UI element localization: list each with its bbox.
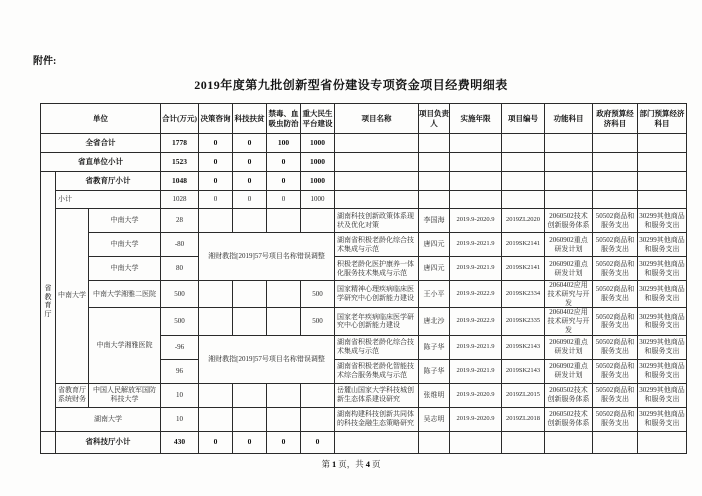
empty-cell: [267, 209, 301, 233]
dept-budget-subject: 30299其他商品和服务支出: [638, 308, 687, 335]
gov-budget-subject: 50502商品和服务支出: [593, 359, 638, 383]
page-title: 2019年度第九批创新型省份建设专项资金项目经费明细表: [194, 78, 508, 92]
project-name: 岳麓山国家大学科技城创新生态体系建设研究: [335, 383, 419, 407]
col-header-drug: 禁毒、血吸虫防治: [267, 104, 301, 134]
empty-cell: [233, 209, 267, 233]
empty-cell: [502, 172, 545, 191]
function-subject: 2060902重点研发计划: [545, 233, 593, 257]
advisory-value: 0: [199, 172, 233, 191]
project-name: 国家精神心理疾病临床医学研究中心创新能力建设: [335, 281, 419, 308]
project-code: 2019SK2141: [502, 233, 545, 257]
project-name: 湖南科技创新政策体系现状及优化对策: [335, 209, 419, 233]
empty-cell: [301, 383, 335, 407]
drug-value: 100: [267, 134, 301, 153]
total-value: -96: [161, 335, 199, 359]
gov-budget-subject: 50502商品和服务支出: [593, 209, 638, 233]
col-header-gov-budget: 政府预算经济科目: [593, 104, 638, 134]
row-label: 省教育厅小计: [56, 172, 161, 191]
empty-cell: [502, 134, 545, 153]
project-name: 湖南省积极老龄化综合技术集成与示范: [335, 233, 419, 257]
col-header-project: 项目名称: [335, 104, 419, 134]
drug-value: 0: [267, 431, 301, 453]
platform-value: 0: [301, 431, 335, 453]
project-period: 2019.9-2020.9: [450, 209, 502, 233]
empty-cell: [267, 281, 301, 308]
gov-budget-subject: 50502商品和服务支出: [593, 308, 638, 335]
empty-cell: [233, 281, 267, 308]
drug-value: 0: [267, 153, 301, 172]
gov-budget-subject: 50502商品和服务支出: [593, 257, 638, 281]
dept-budget-subject: 30299其他商品和服务支出: [638, 383, 687, 407]
table-row: [41, 191, 687, 209]
gov-budget-subject: 50502商品和服务支出: [593, 281, 638, 308]
gov-budget-subject: 50502商品和服务支出: [593, 407, 638, 431]
project-leader: 陈子华: [419, 335, 450, 359]
budget-detail-table: [40, 103, 687, 454]
total-value: 10: [161, 383, 199, 407]
dept-budget-subject: 30299其他商品和服务支出: [638, 233, 687, 257]
empty-cell: [638, 431, 687, 453]
project-code: 2019SK2141: [502, 257, 545, 281]
table-row: [41, 257, 687, 281]
footer-text: 页，共: [338, 459, 364, 469]
project-period: 2019.9-2020.9: [450, 383, 502, 407]
platform-value: 500: [301, 308, 335, 335]
project-leader: 李国海: [419, 209, 450, 233]
function-subject: 2060902重点研发计划: [545, 359, 593, 383]
empty-cell: [502, 191, 545, 209]
group-label-education-dept: 省教育厅: [41, 172, 56, 432]
function-subject: 2060502技术创新服务体系: [545, 209, 593, 233]
empty-cell: [545, 431, 593, 453]
empty-cell: [545, 172, 593, 191]
col-header-dept-budget: 部门预算经济科目: [638, 104, 687, 134]
empty-cell: [199, 209, 233, 233]
empty-cell: [199, 308, 233, 335]
sub-group-label: 省教育厅系统财务: [56, 383, 89, 407]
empty-cell: [638, 134, 687, 153]
empty-cell: [267, 308, 301, 335]
empty-cell: [233, 383, 267, 407]
dept-budget-subject: 30299其他商品和服务支出: [638, 209, 687, 233]
dept-budget-subject: 30299其他商品和服务支出: [638, 407, 687, 431]
col-header-code: 项目编号: [502, 104, 545, 134]
project-leader: 唐北沙: [419, 308, 450, 335]
project-period: 2019.9-2022.9: [450, 308, 502, 335]
empty-cell: [41, 431, 56, 453]
poverty-value: 0: [233, 153, 267, 172]
gov-budget-subject: 50502商品和服务支出: [593, 233, 638, 257]
dept-budget-subject: 30299其他商品和服务支出: [638, 281, 687, 308]
project-name: 湖南构建科技创新共同体的科技金融生态策略研究: [335, 407, 419, 431]
project-period: 2019.9-2022.9: [450, 281, 502, 308]
total-value: 500: [161, 281, 199, 308]
empty-cell: [593, 431, 638, 453]
poverty-value: 0: [233, 134, 267, 153]
col-header-leader: 项目负责人: [419, 104, 450, 134]
empty-cell: [335, 431, 419, 453]
unit-name: 湖南大学: [56, 407, 161, 431]
empty-cell: [335, 153, 419, 172]
col-header-unit: 单位: [41, 104, 161, 134]
project-code: 2019SK2335: [502, 308, 545, 335]
empty-cell: [419, 134, 450, 153]
total-value: 96: [161, 359, 199, 383]
empty-cell: [419, 191, 450, 209]
function-subject: 2060502技术创新服务体系: [545, 407, 593, 431]
unit-name: 中南大学: [89, 233, 161, 257]
gov-budget-subject: 50502商品和服务支出: [593, 383, 638, 407]
footer-text: 页: [372, 459, 381, 469]
col-header-function: 功能科目: [545, 104, 593, 134]
project-leader: 唐四元: [419, 257, 450, 281]
total-value: 1028: [161, 191, 199, 209]
project-leader: 唐四元: [419, 233, 450, 257]
empty-cell: [233, 407, 267, 431]
table-row: [41, 233, 687, 257]
total-value: 430: [161, 431, 199, 453]
unit-name: 中南大学: [89, 209, 161, 233]
function-subject: 2060402应用技术研究与开发: [545, 281, 593, 308]
platform-value: 500: [301, 281, 335, 308]
empty-cell: [419, 172, 450, 191]
row-label: 省科技厅小计: [56, 431, 161, 453]
col-header-total: 合计(万元): [161, 104, 199, 134]
empty-cell: [545, 191, 593, 209]
project-period: 2019.9-2021.9: [450, 335, 502, 359]
project-code: 2019ZL2015: [502, 383, 545, 407]
project-code: 2019ZL2020: [502, 209, 545, 233]
empty-cell: [233, 308, 267, 335]
advisory-value: 0: [199, 134, 233, 153]
empty-cell: [199, 281, 233, 308]
empty-cell: [301, 407, 335, 431]
advisory-value: 0: [199, 191, 233, 209]
empty-cell: [638, 191, 687, 209]
footer-total-pages: 4: [365, 459, 370, 469]
function-subject: 2060902重点研发计划: [545, 335, 593, 359]
project-period: 2019.9-2021.9: [450, 257, 502, 281]
empty-cell: [450, 431, 502, 453]
empty-cell: [335, 134, 419, 153]
empty-cell: [199, 383, 233, 407]
empty-cell: [593, 172, 638, 191]
empty-cell: [267, 407, 301, 431]
empty-cell: [545, 134, 593, 153]
table-row: [41, 431, 687, 453]
poverty-value: 0: [233, 431, 267, 453]
col-header-advisory: 决策咨询: [199, 104, 233, 134]
attachment-label: 附件:: [33, 56, 57, 67]
dept-budget-subject: 30299其他商品和服务支出: [638, 257, 687, 281]
empty-cell: [593, 153, 638, 172]
project-period: 2019.9-2021.9: [450, 359, 502, 383]
row-label: 全省合计: [41, 134, 161, 153]
platform-value: 1000: [301, 191, 335, 209]
empty-cell: [502, 431, 545, 453]
empty-cell: [450, 191, 502, 209]
drug-value: 0: [267, 172, 301, 191]
unit-name: 中南大学湘雅医院: [89, 308, 161, 383]
table-row: [41, 153, 687, 172]
project-period: 2019.9-2020.9: [450, 407, 502, 431]
empty-cell: [335, 191, 419, 209]
empty-cell: [335, 172, 419, 191]
empty-cell: [450, 153, 502, 172]
empty-cell: [638, 172, 687, 191]
unit-name: 中国人民解放军国防科技大学: [89, 383, 161, 407]
table-row: [41, 383, 687, 407]
page-footer: [0, 458, 702, 470]
unit-name: 中南大学: [89, 257, 161, 281]
dept-budget-subject: 30299其他商品和服务支出: [638, 335, 687, 359]
gov-budget-subject: 50502商品和服务支出: [593, 335, 638, 359]
empty-cell: [267, 383, 301, 407]
table-row: [41, 308, 687, 335]
project-leader: 张维明: [419, 383, 450, 407]
empty-cell: [199, 407, 233, 431]
project-name: 国家老年疾病临床医学研究中心创新能力建设: [335, 308, 419, 335]
poverty-value: 0: [233, 191, 267, 209]
total-value: 1523: [161, 153, 199, 172]
dept-budget-subject: 30299其他商品和服务支出: [638, 359, 687, 383]
table-row: [41, 172, 687, 191]
footer-text: 第: [321, 459, 330, 469]
project-name: 湖南省积极老龄化智能技术综合服务集成与示范: [335, 359, 419, 383]
empty-cell: [301, 209, 335, 233]
empty-cell: [502, 153, 545, 172]
project-code: 2019SK2143: [502, 359, 545, 383]
poverty-value: 0: [233, 172, 267, 191]
total-value: 80: [161, 257, 199, 281]
col-header-period: 实施年限: [450, 104, 502, 134]
empty-cell: [450, 172, 502, 191]
table-row: [41, 134, 687, 153]
project-name: 积极老龄化医护康养一体化服务技术集成与示范: [335, 257, 419, 281]
table-row: [41, 407, 687, 431]
platform-value: 1000: [301, 172, 335, 191]
function-subject: 2060902重点研发计划: [545, 257, 593, 281]
drug-value: 0: [267, 191, 301, 209]
total-value: -80: [161, 233, 199, 257]
platform-value: 1000: [301, 153, 335, 172]
project-code: 2019SK2143: [502, 335, 545, 359]
project-name: 湖南省积极老龄化综合技术集成与示范: [335, 335, 419, 359]
adjustment-note: 湘财教指[2019]57号项目名称错误调整: [199, 335, 335, 383]
project-leader: 王小平: [419, 281, 450, 308]
row-label: 省直单位小计: [41, 153, 161, 172]
total-value: 500: [161, 308, 199, 335]
empty-cell: [638, 153, 687, 172]
total-value: 28: [161, 209, 199, 233]
project-leader: 吴志明: [419, 407, 450, 431]
col-header-platform: 重大民生平台建设: [301, 104, 335, 134]
function-subject: 2060402应用技术研究与开发: [545, 308, 593, 335]
row-label: 小计: [56, 191, 161, 209]
empty-cell: [593, 134, 638, 153]
total-value: 1048: [161, 172, 199, 191]
table-header-row: [41, 104, 687, 134]
advisory-value: 0: [199, 431, 233, 453]
empty-cell: [419, 153, 450, 172]
table-row: [41, 281, 687, 308]
function-subject: 2060502技术创新服务体系: [545, 383, 593, 407]
project-code: 2019ZL2018: [502, 407, 545, 431]
empty-cell: [545, 153, 593, 172]
total-value: 10: [161, 407, 199, 431]
unit-name: 中南大学湘雅二医院: [89, 281, 161, 308]
project-period: 2019.9-2021.9: [450, 233, 502, 257]
group-label-csu: 中南大学: [56, 209, 89, 384]
project-leader: 陈子华: [419, 359, 450, 383]
advisory-value: 0: [199, 153, 233, 172]
adjustment-note: 湘财教指[2019]57号项目名称错误调整: [199, 233, 335, 281]
table-row: [41, 209, 687, 233]
total-value: 1778: [161, 134, 199, 153]
empty-cell: [450, 134, 502, 153]
footer-page-number: 1: [331, 459, 337, 469]
project-code: 2019SK2334: [502, 281, 545, 308]
col-header-poverty: 科技扶贫: [233, 104, 267, 134]
empty-cell: [593, 191, 638, 209]
platform-value: 1000: [301, 134, 335, 153]
empty-cell: [419, 431, 450, 453]
